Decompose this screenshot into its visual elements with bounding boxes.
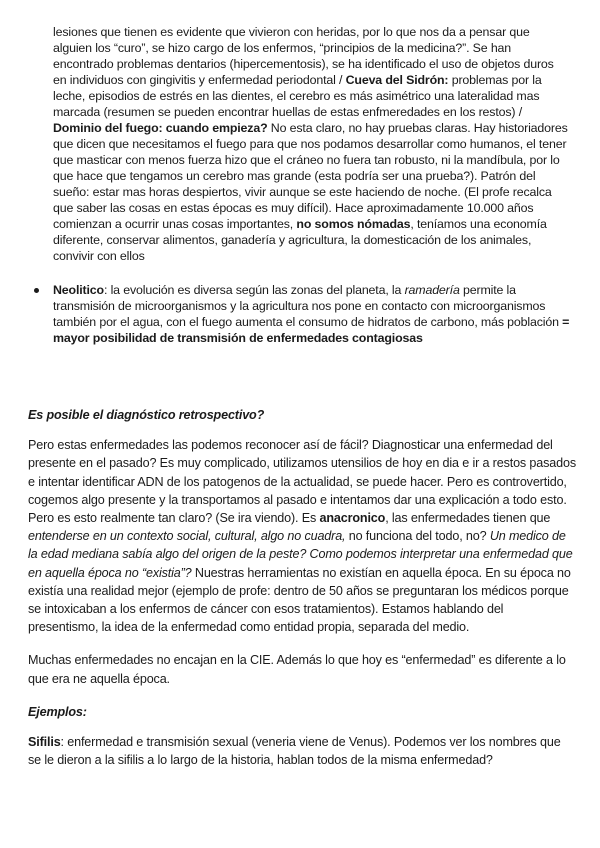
paragraph-cie: Muchas enfermedades no encajan en la CIE. Además lo que hoy es “enfermedad” es diferente a lo que era ne aquella época. xyxy=(28,653,566,686)
text-run: : la evolución es diversa según las zonas del planeta, la xyxy=(103,283,405,297)
continuation-text xyxy=(53,24,569,264)
bold-conclusion: = mayor posibilidad de transmisión de enfermedades contagiosas xyxy=(53,315,570,345)
text-run: , teníamos una economía diferente, conservar alimentos, ganadería y agricultura, la domesticación de los animales, convivir con ellos xyxy=(53,217,547,263)
examples-heading: Ejemplos: xyxy=(28,704,87,719)
bold-term-no-somos-nomadas: no somos nómadas xyxy=(296,217,411,231)
bullet-item-neolitico xyxy=(30,282,570,346)
text-run: , las enfermedades tienen que xyxy=(385,511,551,526)
section-heading: Es posible el diagnóstico retrospectivo? xyxy=(28,408,265,422)
bold-term-cueva-del-sidron: Cueva del Sidrón: xyxy=(345,73,449,87)
italic-run: Un medico de la edad mediana sabía algo del origen de la peste? Como podemos interpretar una enfermedad que en aquella época no “existia”? xyxy=(28,529,573,580)
bullet-text xyxy=(53,282,570,346)
italic-term: ramadería xyxy=(404,283,460,297)
text-run: problemas por la leche, episodios de estrés en las dientes, el cerebro es más asimétrico una lateralidad mas marcada (resumen se pueden encontrar huellas de estas enfmeredades en los restos) / xyxy=(53,73,542,119)
paragraph-diagnostico xyxy=(28,436,576,636)
italic-run: entenderse en un contexto social, cultural, algo no cuadra, xyxy=(28,529,346,544)
text-run: No esta claro, no hay pruebas claras. Hay historiadores que dicen que necesitamos el fuego para que nos podamos desarrollar como humanos, el tener que masticar con menos fuerza hizo que el cráneo no fuera tan robusto, ni la mandíbula, por lo que hace que tengamos un cerebro mas grande (esta podría ser una prueba?). Patrón del sueño: estar mas horas despiertos, vivir aunque se este haciendo de noche. (El profe recalca que saber las cosas en estas épocas es muy difícil). Hace aproximadamente 10.000 años comienzan a ocurrir unas cosas importantes, xyxy=(53,121,568,231)
bullet-dot-icon xyxy=(34,288,39,293)
main-section xyxy=(28,406,576,784)
bold-term-anacronico: anacronico xyxy=(319,511,386,526)
text-run: no funciona del todo, no? xyxy=(345,529,490,544)
text-run: permite la transmisión de microorganismos y la agricultura nos pone en contacto con microorganismos también por el agua, con el fuego aumenta el consumo de hidratos de carbono, más población xyxy=(53,283,563,329)
text-run: lesiones que tienen es evidente que vivieron con heridas, por lo que nos da a pensar que alguien los “curo”, se hizo cargo de los enfermos, “principios de la medicina?”. Se han encontrado problemas dentarios (hipercementosis), se ha identificado el uso de objetos duros en individuos con gingivitis y enfermedad periodontal / xyxy=(53,25,554,87)
text-run: : enfermedad e transmisión sexual (veneria viene de Venus). Podemos ver los nombres que se le dieron a la sifilis a lo largo de la historia, hablan todos de la misma enfermedad? xyxy=(28,735,561,768)
text-run: Nuestras herramientas no existían en aquella época. En su época no existía una realidad mejor (ejemplo de profe: dentro de 50 años se preguntaran los médicos porque se intoxicaban a los enfermos de cáncer con esos tratamientos). Estamos hablando del presentismo, la idea de la enfermedad como entidad propia, separada del medio. xyxy=(28,565,571,635)
bold-term-neolitico: Neolitico xyxy=(53,283,104,297)
bold-term-dominio-del-fuego: Dominio del fuego: cuando empieza? xyxy=(53,121,268,135)
paragraph-sifilis xyxy=(28,733,576,769)
bold-term-sifilis: Sifilis xyxy=(28,735,61,750)
continuation-paragraph xyxy=(53,24,569,264)
text-run: Pero estas enfermedades las podemos reconocer así de fácil? Diagnosticar una enfermedad del presente en el pasado? Es muy complicado, utilizamos utensilios de hoy en dia e ir a restos pasados e intentar identificar ADN de los patogenos de la actualidad, se puede hacer. Pero es controvertido, cogemos algo presente y la transportamos al pasado e intentamos dar una explicación a todo esto. Pero es esto realmente tan claro? (Se ira viendo). Es xyxy=(28,438,576,526)
